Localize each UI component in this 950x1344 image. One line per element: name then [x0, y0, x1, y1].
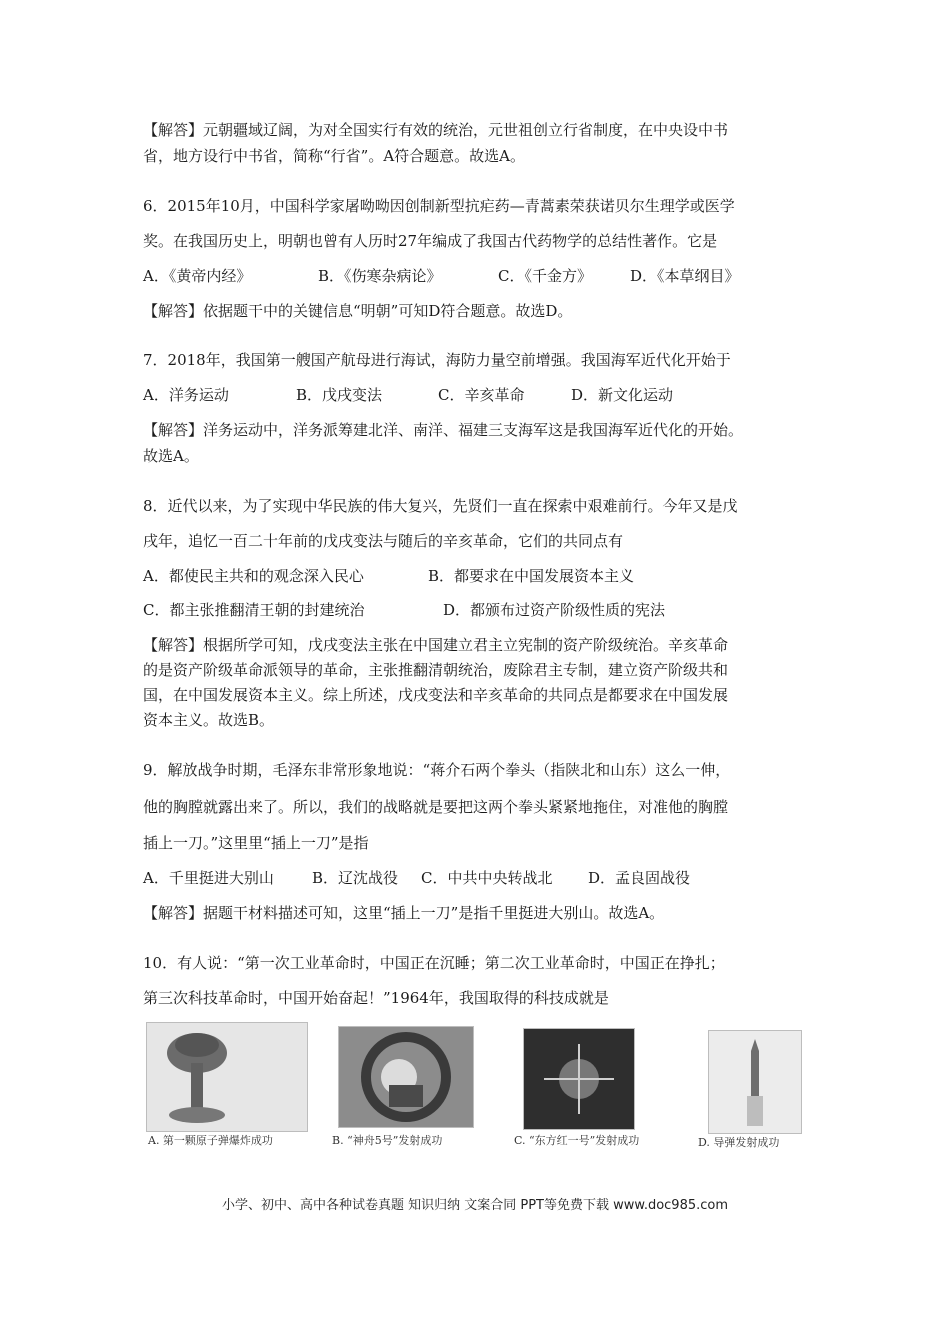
- missile-icon: [709, 1031, 801, 1133]
- q9-option-d: D．孟良固战役: [588, 869, 691, 887]
- q7-option-a: A．洋务运动: [143, 386, 229, 404]
- q6-option-b: B．《伤寒杂病论》: [318, 267, 442, 285]
- q10-caption-c: C. “东方红一号”发射成功: [514, 1134, 640, 1147]
- q8-option-a: A．都使民主共和的观念深入民心: [143, 567, 364, 585]
- q6-option-d: D．《本草纲目》: [630, 267, 740, 285]
- q7-answer-line-1: 【解答】洋务运动中，洋务派筹建北洋、南洋、福建三支海军这是我国海军近代化的开始。: [143, 421, 744, 439]
- astronaut-icon: [339, 1027, 473, 1127]
- shenzhou-image: [338, 1026, 474, 1128]
- q5-answer-line-2: 省，地方设行中书省，简称“行省”。A符合题意。故选A。: [143, 147, 526, 165]
- q10-stem-line-1: 10．有人说：“第一次工业革命时，中国正在沉睡；第二次工业革命时，中国正在挣扎；: [143, 954, 725, 972]
- q10-stem-line-2: 第三次科技革命时，中国开始奋起！”1964年，我国取得的科技成就是: [143, 989, 609, 1007]
- q8-answer-line-2: 的是资产阶级革命派领导的革命，主张推翻清朝统治，废除君主专制，建立资产阶级共和: [143, 661, 729, 679]
- q9-option-c: C．中共中央转战北: [421, 869, 553, 887]
- missile-image: [708, 1030, 802, 1134]
- q9-stem-line-1: 9．解放战争时期，毛泽东非常形象地说：“蒋介石两个拳头（指陕北和山东）这么一伸，: [143, 761, 731, 779]
- q6-stem-line-2: 奖。在我国历史上，明朝也曾有人历时27年编成了我国古代药物学的总结性著作。它是: [143, 232, 718, 250]
- q9-stem-line-2: 他的胸膛就露出来了。所以，我们的战略就是要把这两个拳头紧紧地拖住，对准他的胸膛: [143, 798, 729, 816]
- q9-option-a: A．千里挺进大别山: [143, 869, 274, 887]
- atomic-bomb-image: [146, 1022, 308, 1132]
- q8-option-d: D．都颁布过资产阶级性质的宪法: [443, 601, 666, 619]
- q10-caption-d: D. 导弹发射成功: [698, 1136, 780, 1149]
- q9-answer: 【解答】据题干材料描述可知，这里“插上一刀”是指千里挺进大别山。故选A。: [143, 904, 665, 922]
- q5-answer-line-1: 【解答】元朝疆域辽阔，为对全国实行有效的统治，元世祖创立行省制度，在中央设中书: [143, 121, 729, 139]
- q8-option-b: B．都要求在中国发展资本主义: [428, 567, 635, 585]
- q6-option-a: A．《黄帝内经》: [143, 267, 252, 285]
- q7-option-b: B．戊戌变法: [296, 386, 383, 404]
- q8-option-c: C．都主张推翻清王朝的封建统治: [143, 601, 365, 619]
- q10-caption-a: A. 第一颗原子弹爆炸成功: [148, 1134, 273, 1147]
- q6-stem-line-1: 6．2015年10月，中国科学家屠呦呦因创制新型抗疟药—青蒿素荣获诺贝尔生理学或医学: [143, 197, 735, 215]
- satellite-icon: [524, 1029, 634, 1129]
- q7-option-c: C．辛亥革命: [438, 386, 525, 404]
- q7-answer-line-2: 故选A。: [143, 447, 199, 465]
- mushroom-cloud-icon: [147, 1023, 307, 1131]
- q6-answer: 【解答】依据题干中的关键信息“明朝”可知D符合题意。故选D。: [143, 302, 573, 320]
- q7-option-d: D．新文化运动: [571, 386, 674, 404]
- q8-answer-line-1: 【解答】根据所学可知，戊戌变法主张在中国建立君主立宪制的资产阶级统治。辛亥革命: [143, 636, 729, 654]
- page-footer: 小学、初中、高中各种试卷真题 知识归纳 文案合同 PPT等免费下载 www.doc985.com: [221, 1198, 729, 1213]
- q6-option-c: C．《千金方》: [498, 267, 592, 285]
- q8-stem-line-2: 戌年，追忆一百二十年前的戊戌变法与随后的辛亥革命，它们的共同点有: [143, 532, 624, 550]
- dongfanghong-image: [523, 1028, 635, 1130]
- q7-stem: 7．2018年，我国第一艘国产航母进行海试，海防力量空前增强。我国海军近代化开始于: [143, 351, 731, 369]
- q9-option-b: B．辽沈战役: [312, 869, 399, 887]
- q8-stem-line-1: 8．近代以来，为了实现中华民族的伟大复兴，先贤们一直在探索中艰难前行。今年又是戊: [143, 497, 738, 515]
- q8-answer-line-4: 资本主义。故选B。: [143, 711, 275, 729]
- q10-caption-b: B. “神舟5号”发射成功: [332, 1134, 443, 1147]
- q9-stem-line-3: 插上一刀。”这里里“插上一刀”是指: [143, 834, 369, 852]
- q8-answer-line-3: 国，在中国发展资本主义。综上所述，戊戌变法和辛亥革命的共同点是都要求在中国发展: [143, 686, 729, 704]
